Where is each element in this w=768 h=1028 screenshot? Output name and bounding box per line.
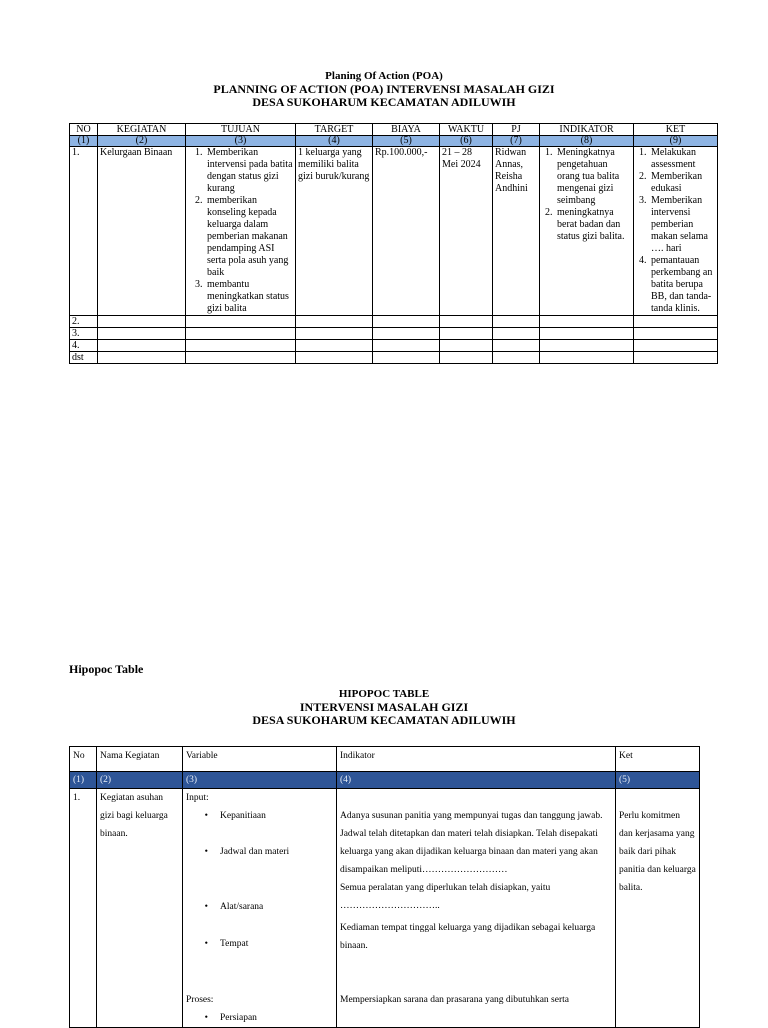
hipopoc-header-variable: Variable [183, 747, 337, 772]
poa-row-3 [70, 328, 718, 340]
ket-item: 2. Memberikan edukasi [649, 171, 715, 195]
hipopoc-section-label: Hipopoc Table [69, 662, 144, 676]
poa-header-ket: KET [634, 124, 718, 136]
ket-item: 3. Memberikan intervensi pemberian makan selama …. hari [649, 195, 715, 255]
hipopoc-column-number-row [70, 772, 700, 789]
indikator-kepanitiaan: Adanya susunan panitia yang mempunyai tugas dan tanggung jawab. [340, 811, 603, 821]
indikator-alat: Semua peralatan yang diperlukan telah disiapkan, yaitu ………………………….. [340, 883, 551, 911]
poa-table [69, 123, 718, 364]
hipopoc-header-no: No [70, 747, 97, 772]
hipopoc-col-number: (4) [337, 772, 616, 789]
bullet-icon: • [204, 811, 208, 821]
hipopoc-table [69, 746, 700, 1028]
hipopoc-subtitle-2: DESA SUKOHARUM KECAMATAN ADILUWIH [252, 713, 516, 727]
poa-cell-no: 3. [70, 328, 98, 340]
indikator-persiapan: Mempersiapkan sarana dan prasarana yang dibutuhkan serta [340, 995, 569, 1005]
variable-kepanitiaan: • Kepanitiaan [186, 807, 333, 843]
poa-col-number: (5) [373, 136, 440, 147]
variable-jadwal: • Jadwal dan materi [186, 843, 333, 898]
poa-col-number: (4) [296, 136, 373, 147]
poa-col-number: (1) [70, 136, 98, 147]
hipopoc-col-number: (5) [616, 772, 700, 789]
tujuan-item: 3. membantu meningkatkan status gizi balita [205, 279, 293, 315]
input-label: Input: [186, 793, 209, 803]
bullet-icon: • [204, 1013, 208, 1023]
poa-cell-no: dst [70, 352, 98, 364]
poa-cell-kegiatan: Kelurgaan Binaan [98, 147, 186, 316]
poa-cell-no: 4. [70, 340, 98, 352]
poa-cell-waktu: 21 – 28 Mei 2024 [440, 147, 493, 316]
poa-col-number: (8) [540, 136, 634, 147]
hipopoc-cell-variable [183, 789, 337, 1028]
poa-header-waktu: WAKTU [440, 124, 493, 136]
hipopoc-col-number: (1) [70, 772, 97, 789]
hipopoc-cell-ket [616, 789, 700, 1028]
poa-cell-tujuan [186, 147, 296, 316]
poa-row-dst [70, 352, 718, 364]
poa-row-4 [70, 340, 718, 352]
tujuan-item: 1. Memberikan intervensi pada batita dengan status gizi kurang [205, 147, 293, 195]
poa-col-number: (9) [634, 136, 718, 147]
indikator-jadwal: Jadwal telah ditetapkan dan materi telah disiapkan. Telah disepakati keluarga yang akan dijadikan keluarga binaan dan materi yang akan disampaikan meliputi……………………… [340, 829, 598, 875]
hipopoc-ket-text: Perlu komitmen dan kerjasama yang baik dari pihak panitia dan keluarga balita. [619, 811, 696, 893]
indikator-item: 1. Meningkatnya pengetahuan orang tua balita mengenai gizi seimbang [555, 147, 631, 207]
hipopoc-header-nama: Nama Kegiatan [97, 747, 183, 772]
poa-header-indikator: INDIKATOR [540, 124, 634, 136]
indikator-item: 2. meningkatnya berat badan dan status gizi balita. [555, 207, 631, 243]
ket-item: 4. pemantauan perkembang an batita berupa BB, dan tanda-tanda klinis. [649, 255, 715, 315]
tujuan-item: 2. memberikan konseling kepada keluarga dalam pemberian makanan pendamping ASI serta pola asuh yang baik [205, 195, 293, 279]
poa-header-target: TARGET [296, 124, 373, 136]
hipopoc-cell-no: 1. [70, 789, 97, 1028]
poa-header-row [70, 124, 718, 136]
hipopoc-header-ket: Ket [616, 747, 700, 772]
variable-alat: • Alat/sarana [186, 898, 333, 935]
variable-persiapan: • Persiapan [186, 1009, 333, 1027]
poa-cell-indikator [540, 147, 634, 316]
hipopoc-title: HIPOPOC TABLE [338, 688, 430, 700]
proses-label: Proses: [186, 995, 214, 1005]
poa-label: Planing Of Action (POA) [325, 70, 443, 82]
ket-item: 1. Melakukan assessment [649, 147, 715, 171]
poa-col-number: (6) [440, 136, 493, 147]
hipopoc-subtitle: INTERVENSI MASALAH GIZI [299, 700, 469, 714]
poa-row-1 [70, 147, 718, 316]
hipopoc-cell-nama: Kegiatan asuhan gizi bagi keluarga binaan. [97, 789, 183, 1028]
poa-header-kegiatan: KEGIATAN [98, 124, 186, 136]
hipopoc-row-1 [70, 789, 700, 1028]
bullet-icon: • [204, 939, 208, 949]
poa-title: PLANNING OF ACTION (POA) INTERVENSI MASALAH GIZI [213, 82, 555, 96]
indikator-tempat: Kediaman tempat tinggal keluarga yang dijadikan sebagai keluarga binaan. [340, 923, 596, 951]
poa-cell-ket [634, 147, 718, 316]
poa-cell-no: 1. [70, 147, 98, 316]
poa-cell-target: 1 keluarga yang memiliki balita gizi buruk/kurang [296, 147, 373, 316]
bullet-icon: • [204, 847, 208, 857]
variable-tempat: • Tempat [186, 935, 333, 991]
poa-column-number-row [70, 136, 718, 147]
hipopoc-cell-indikator [337, 789, 616, 1028]
poa-col-number: (2) [98, 136, 186, 147]
bullet-icon: • [204, 902, 208, 912]
poa-header-tujuan: TUJUAN [186, 124, 296, 136]
poa-col-number: (7) [493, 136, 540, 147]
poa-header-pj: PJ [493, 124, 540, 136]
poa-row-2 [70, 316, 718, 328]
hipopoc-col-number: (3) [183, 772, 337, 789]
poa-col-number: (3) [186, 136, 296, 147]
hipopoc-header-indikator: Indikator [337, 747, 616, 772]
poa-subtitle: DESA SUKOHARUM KECAMATAN ADILUWIH [252, 95, 516, 109]
poa-cell-pj: Ridwan Annas, Reisha Andhini [493, 147, 540, 316]
hipopoc-col-number: (2) [97, 772, 183, 789]
poa-header-biaya: BIAYA [373, 124, 440, 136]
poa-header-no: NO [70, 124, 98, 136]
poa-cell-no: 2. [70, 316, 98, 328]
poa-cell-biaya: Rp.100.000,- [373, 147, 440, 316]
hipopoc-header-row [70, 747, 700, 772]
